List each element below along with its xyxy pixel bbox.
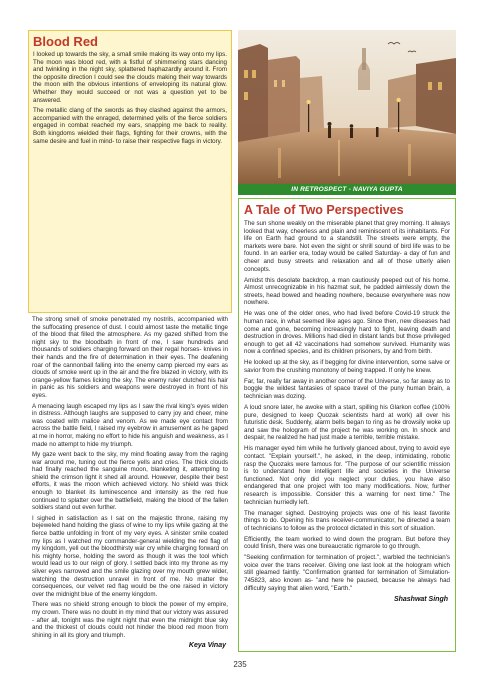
paragraph: I looked up towards the sky, a small smile making its way onto my lips. The moon was blood red, with a fistful of shimmering stars dancing and twinkling in the night sky, splattered haphazardly around it. From the opposite direction I could see the clouds making their way towards the moon with the obvious intentions of enveloping its natural glow. Whether they would succeed or not was a question yet to be answered. <box>33 51 227 104</box>
tale-article <box>238 198 456 652</box>
paragraph: Far, far, really far away in another corner of the Universe, so far away as to boggle the wildest fantasies of space travel of the puny human brain, a technician was dozing. <box>244 377 450 401</box>
painting-illustration <box>238 30 456 184</box>
paragraph: A loud snore later, he awoke with a start, spilling his Glarkon coffee (100% pure, designed to keep Quozak scientists hard at work) all over his futuristic desk. Suddenly, alarm bells began to ring as he drowsily woke up and saw the hologram of the project he was working on. In shock and despair, he realized he had just made a terrible, terrible mistake. <box>244 404 450 442</box>
paragraph: The manager sighed. Destroying projects was one of his least favorite things to do. Opening his trans receiver-communicator, he directed a team of technicians to follow as the protocol dictated in this sort of situation. <box>244 509 450 532</box>
right-column <box>238 30 456 652</box>
paragraph: There was no shield strong enough to block the power of my empire, my crown. There was no doubt in my mind that our victory was assured - after all, tonight was the night night that even the midnight blue sky and the thickest of clouds could not hinder the blood red moon from shining in all its glory and triumph. <box>32 601 228 639</box>
blood-red-intro-box <box>28 30 232 313</box>
painting-caption: IN RETROSPECT - NAVIYA GUPTA <box>238 184 456 195</box>
tale-title: A Tale of Two Perspectives <box>244 203 404 217</box>
blood-red-body <box>28 313 232 653</box>
paragraph: The strong smell of smoke penetrated my nostrils, accompanied with the suffocating presence of dust. I could almost taste the metallic tinge of the blood that filled the atmosphere. As my gazed shifted from the night sky to the bloodbath in front of me, I saw hundreds and thousands of soldiers charging forward on their regal horses- knives in their hands and the fire of determination in their eyes. The deafening roar of the cannonball falling into the enemy camp pierced my ears as clouds of smoke went up in the air and the fire blazed in victory, with its orange-yellow flames licking the sky. The enemy ruler clutched his hair in panic as his soldiers and weapons were destroyed in front of his eyes. <box>32 316 228 399</box>
blood-red-article <box>28 30 232 652</box>
watercolor-street-painting <box>238 30 456 184</box>
tale-author: Shashwat Singh <box>393 595 448 603</box>
paragraph: Efficiently, the team worked to wind down the program. But before they could finish, there was one bureaucratic rigmarole to go through. <box>244 535 450 551</box>
paragraph: The sun shone weakly on the miserable planet that grey morning. It always looked that way, cheerless and plain and reminiscent of its inhabitants. For life on Earth had ground to a standstill. The streets were empty, the markets were bare. Not even the sight or shrill sound of bird life was to be found. In an earlier era, today would be called Saturday- a day of fun and cheer and busy streets and relaxation and all of those utterly alien concepts. <box>244 220 450 273</box>
paragraph: He was one of the older ones, who had lived before Covid-19 struck the human race, in what seemed like ages ago. Since then, new diseases had come and gone, becoming increasingly hard to fight, leaving death and destruction in droves. Millions had died in distant lands but those privileged enough to get all 42 vaccinations had somehow survived. Humanity was now a confined species, and its children prisoners, by and from birth. <box>244 310 450 356</box>
paragraph: I sighed in satisfaction as I sat on the majestic throne, raising my bejeweled hand holding the glass of wine to my lips while gazing at the fierce battle unfolding in front of my very eyes. A sinister smile coated my lips as I watched my commander-general wielding the red flag of my kingdom, yell out the bloodthirsty war cry while charging forward on his mighty horse, holding the sword as though it was the tool which would lead us to our reign of glory. I settled back into my throne as my silver eyes narrowed and the smile glazing over my mouth grew wider, watching the destruction unravel in front of me. No matter the consequences, our velvet red flag would be the one raised in victory over the midnight blue of the enemy kingdom. <box>32 514 228 598</box>
paragraph: A menacing laugh escaped my lips as I saw the rival king's eyes widen in distress. Although laughs are supposed to carry joy and cheer, mine was coated with malice and venom. As we made eye contact from across the battle field, I raised my eyebrow in amusement as he gaped at me in horror, making no effort to hide his anguish and weakness, as I made no attempt to hide my triumph. <box>32 402 228 448</box>
paragraph: "Seeking confirmation for termination of project.", warbled the technician's voice over the trans receiver. Giving one last look at the hologram which still gleamed faintly. "Confirmation granted for termination of Simulation-745823, also known as- "and here he paused, because he always had difficulty saying that alien word, "Earth." <box>244 554 450 592</box>
paragraph: His manager eyed him while he furtively glanced about, trying to avoid eye contact. "Explain yourself.", he asked, in the deep, intimidating, robotic rasp the Quozaks were famous for. "The purpose of our scientific mission is to understand how intelligent life and societies in the Universe functioned. Not only did you neglect your duties, you have also endangered that one project with too many modifications. Now, further research is impossible. Consider this a warning for next time." The technician hurriedly left. <box>244 445 450 506</box>
blood-red-title: Blood Red <box>33 34 98 49</box>
paragraph: He looked up at the sky, as if begging for divine intervention, some salve or savior from the crushing monotony of being trapped. If only he knew. <box>244 359 450 374</box>
page-number: 235 <box>233 660 247 669</box>
paragraph: Amidst this desolate backdrop, a man cautiously peeped out of his home. Almost unrecognizable in his hazmat suit, he padded aimlessly down the streets, head bowed and heading nowhere, because everywhere was now nowhere. <box>244 276 450 307</box>
paragraph: The metallic clang of the swords as they clashed against the armors, accompanied with the enraged, determined yells of the fierce soldiers engaged in combat reached my ears, snapping me back to reality. Both kingdoms wielded their flags, fighting for their crowns, with the same desire and fuel in mind- to raise their respective flags in victory. <box>33 107 227 145</box>
blood-red-author: Keya Vinay <box>188 642 226 650</box>
paragraph: My gaze went back to the sky, my mind floating away from the raging war around me, tuning out the fierce yells and cries. The thick clouds had finally reached the sanguine moon, blanketing it, attempting to shield the crimson light it shed all around. However, despite their best efforts, it was the moon which achieved victory. No shield was thick enough to blanket its luminescence and intensity as the red hue continued to splatter over the battlefield, making the blood of the fallen soldiers stand out even further. <box>32 451 228 512</box>
